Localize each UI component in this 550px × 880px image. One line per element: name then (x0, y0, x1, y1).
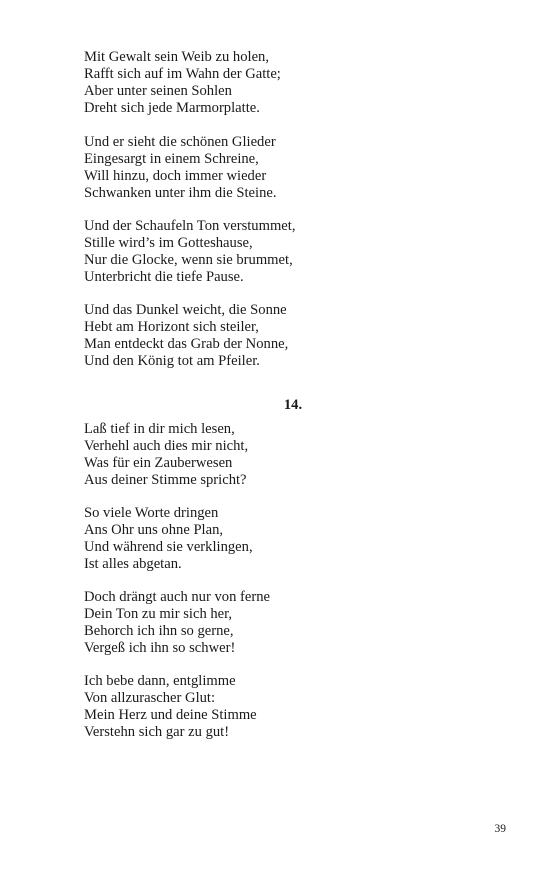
stanza (84, 218, 296, 286)
verse-line: Und während sie verklingen, (84, 539, 253, 555)
verse-line: Verstehn sich gar zu gut! (84, 724, 230, 740)
stanza (84, 505, 253, 573)
verse-line: Verhehl auch dies mir nicht, (84, 438, 249, 454)
verse-line: Und den König tot am Pfeiler. (84, 353, 260, 369)
verse-line: Und er sieht die schönen Glieder (84, 134, 276, 150)
verse-line: Von allzurascher Glut: (84, 690, 216, 706)
verse-line: Mein Herz und deine Stimme (84, 707, 257, 723)
verse-line: Doch drängt auch nur von ferne (84, 589, 270, 605)
verse-line: Ich bebe dann, entglimme (84, 673, 236, 689)
page-number: 39 (494, 823, 506, 835)
stanza (84, 673, 257, 741)
verse-line: Und der Schaufeln Ton verstummet, (84, 218, 296, 234)
verse-line: Behorch ich ihn so gerne, (84, 623, 234, 639)
verse-line: Aber unter seinen Sohlen (84, 83, 232, 99)
verse-line: Rafft sich auf im Wahn der Gatte; (84, 66, 281, 82)
verse-line: Eingesargt in einem Schreine, (84, 151, 259, 167)
verse-line: Aus deiner Stimme spricht? (84, 472, 247, 488)
verse-line: Stille wird’s im Gotteshause, (84, 235, 253, 251)
verse-line: Ist alles abgetan. (84, 556, 182, 572)
stanza (84, 134, 277, 202)
stanza (84, 421, 248, 489)
verse-line: Schwanken unter ihm die Steine. (84, 185, 277, 201)
stanza (84, 302, 288, 370)
verse-line: Dreht sich jede Marmorplatte. (84, 100, 260, 116)
verse-line: Man entdeckt das Grab der Nonne, (84, 336, 289, 352)
verse-line: Nur die Glocke, wenn sie brummet, (84, 252, 293, 268)
poem-number: 14. (283, 397, 303, 413)
verse-line: Dein Ton zu mir sich her, (84, 606, 233, 622)
verse-line: Und das Dunkel weicht, die Sonne (84, 302, 287, 318)
stanza (84, 589, 270, 657)
verse-line: Will hinzu, doch immer wieder (84, 168, 267, 184)
verse-line: Laß tief in dir mich lesen, (84, 421, 235, 437)
verse-line: Hebt am Horizont sich steiler, (84, 319, 259, 335)
verse-line: Was für ein Zauberwesen (84, 455, 233, 471)
verse-line: Mit Gewalt sein Weib zu holen, (84, 49, 269, 65)
stanza (84, 49, 281, 117)
verse-line: Ans Ohr uns ohne Plan, (84, 522, 224, 538)
verse-line: Vergeß ich ihn so schwer! (84, 640, 236, 656)
verse-line: Unterbricht die tiefe Pause. (84, 269, 244, 285)
verse-line: So viele Worte dringen (84, 505, 219, 521)
